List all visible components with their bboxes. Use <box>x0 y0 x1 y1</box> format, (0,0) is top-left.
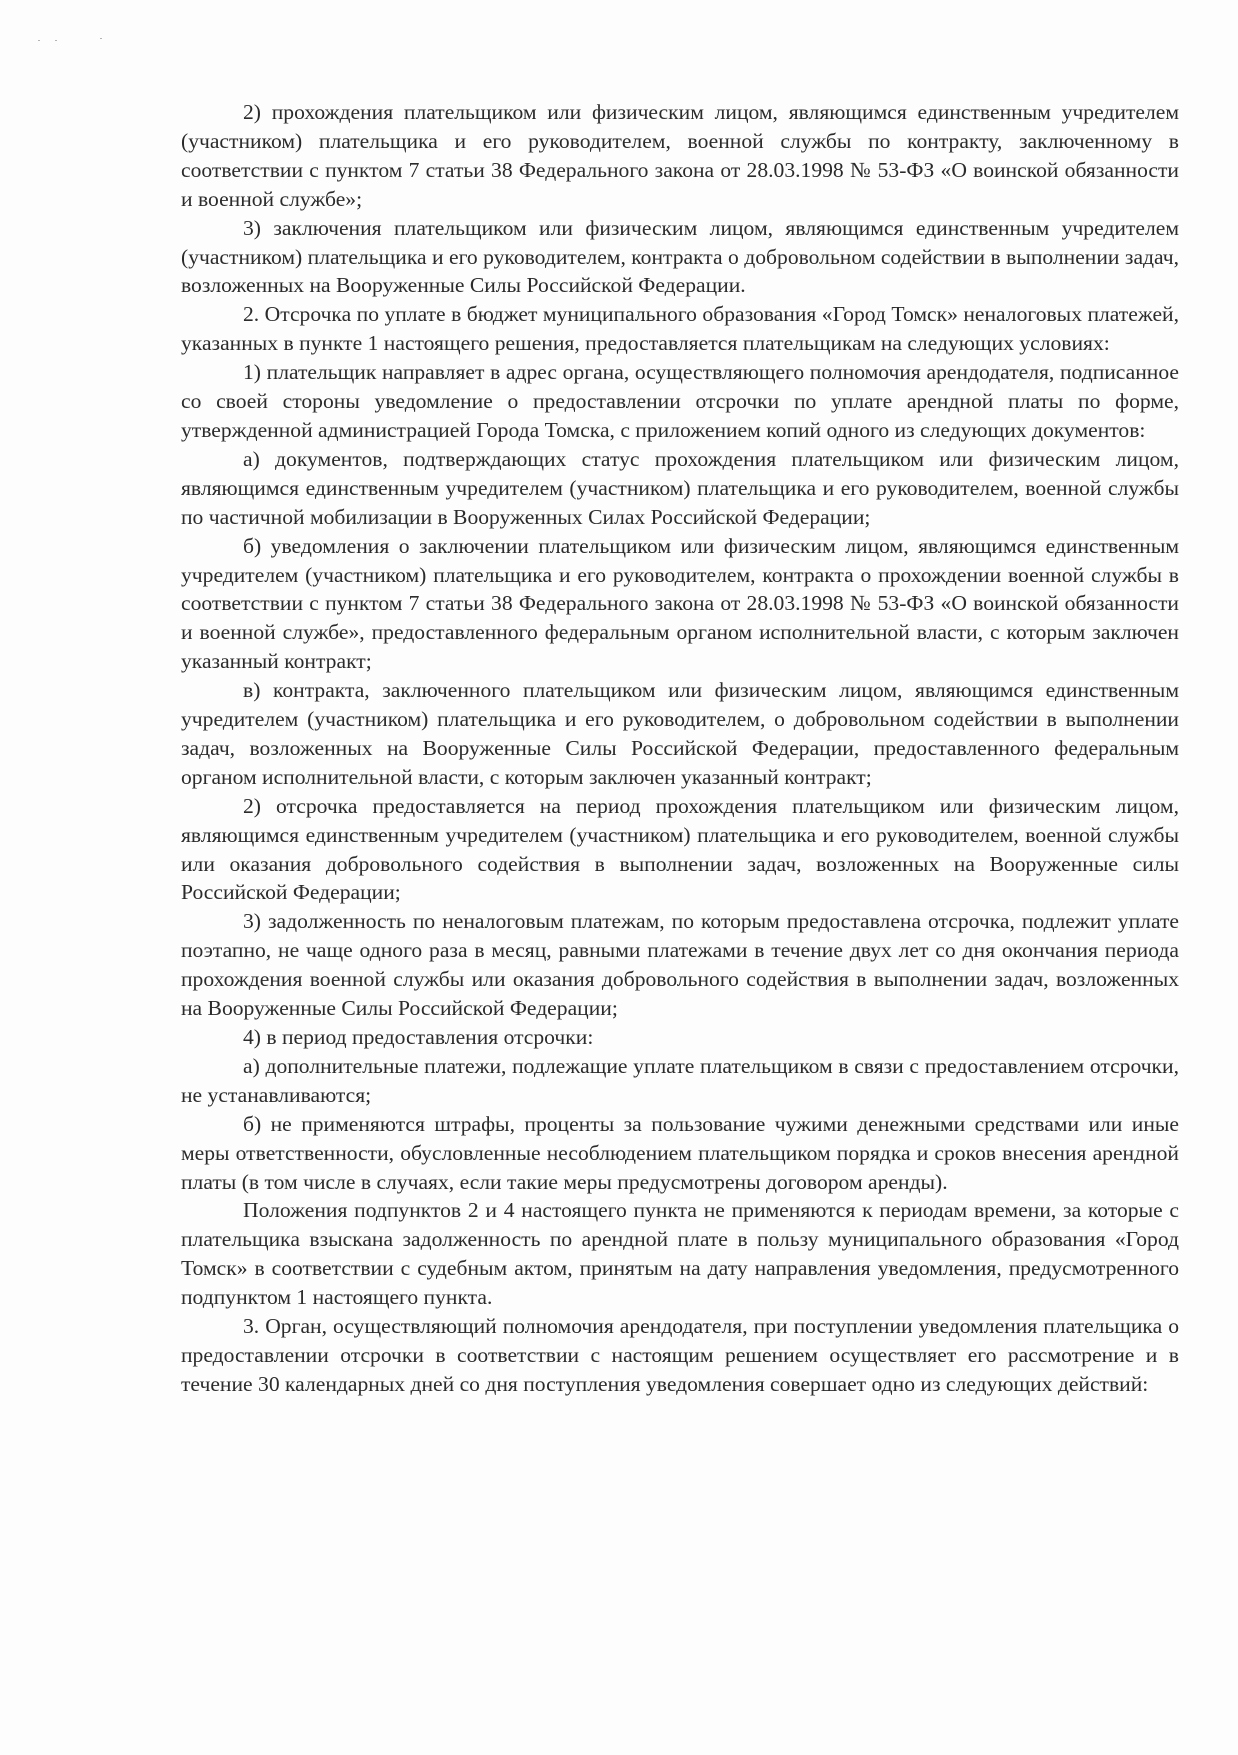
paragraph-provisions: Положения подпунктов 2 и 4 настоящего пункта не применяются к периодам времени, за которые с плательщика взыскана задолженность по арендной плате в пользу муниципального образования «Город Томск» в соответствии с судебным актом, принятым на дату направления уведомления, предусмотренного подпунктом 1 настоящего пункта. <box>181 1198 1179 1310</box>
document-body <box>181 98 1179 1399</box>
paragraph-section-3: 3. Орган, осуществляющий полномочия арендодателя, при поступлении уведомления плательщика о предоставлении отсрочки в соответствии с настоящим решением осуществляет его рассмотрение и в течение 30 календарных дней со дня поступления уведомления совершает одно из следующих действий: <box>181 1314 1179 1396</box>
paragraph-condition-1c: в) контракта, заключенного плательщиком или физическим лицом, являющимся единственным учредителем (участником) плательщика и его руководителем, о добровольном содействии в выполнении задач, возложенных на Вооруженные Силы Российской Федерации, предоставленного федеральным органом исполнительной власти, с которым заключен указанный контракт; <box>181 678 1179 789</box>
paragraph-subitem-3: 3) заключения плательщиком или физическим лицом, являющимся единственным учредителем (участником) плательщика и его руководителем, контракта о добровольном содействии в выполнении задач, возложенных на Вооруженные Силы Российской Федерации. <box>181 215 1179 298</box>
paragraph-condition-1a: а) документов, подтверждающих статус прохождения плательщиком или физическим лицом, являющимся единственным учредителем (участником) плательщика и его руководителем, военной службы по частичной мобилизации в Вооруженных Силах Российской Федерации; <box>181 446 1179 529</box>
paragraph-condition-1: 1) плательщик направляет в адрес органа, осуществляющего полномочия арендодателя, подписанное со своей стороны уведомление о предоставлении отсрочки по уплате арендной платы по форме, утвержденной администрацией Города Томска, с приложением копий одного из следующих документов: <box>181 360 1179 442</box>
scan-artifact <box>55 40 57 41</box>
paragraph-condition-3: 3) задолженность по неналоговым платежам, по которым предоставлена отсрочка, подлежит уплате поэтапно, не чаще одного раза в месяц, равными платежами в течение двух лет со дня окончания периода прохождения военной службы или оказания добровольного содействия в выполнении задач, возложенных на Вооруженные Силы Российской Федерации; <box>181 909 1179 1021</box>
paragraph-section-2: 2. Отсрочка по уплате в бюджет муниципального образования «Город Томск» неналоговых платежей, указанных в пункте 1 настоящего решения, предоставляется плательщикам на следующих условиях: <box>181 302 1179 356</box>
paragraph-condition-4b: б) не применяются штрафы, проценты за пользование чужими денежными средствами или иные меры ответственности, обусловленные несоблюдением плательщиком порядка и сроков внесения арендной платы (в том числе в случаях, если такие меры предусмотрены договором аренды). <box>181 1111 1179 1194</box>
paragraph-condition-4a: а) дополнительные платежи, подлежащие уплате плательщиком в связи с предоставлением отсрочки, не устанавливаются; <box>181 1053 1179 1107</box>
paragraph-condition-4: 4) в период предоставления отсрочки: <box>243 1025 594 1049</box>
paragraph-condition-1b: б) уведомления о заключении плательщиком или физическим лицом, являющимся единственным учредителем (участником) плательщика и его руководителем, контракта о прохождении военной службы в соответствии с пунктом 7 статьи 38 Федерального закона от 28.03.1998 № 53-ФЗ «О воинской обязанности и военной службе», предоставленного федеральным органом исполнительной власти, с которым заключен указанный контракт; <box>181 533 1179 674</box>
paragraph-condition-2: 2) отсрочка предоставляется на период прохождения плательщиком или физическим лицом, являющимся единственным учредителем (участником) плательщика и его руководителем, военной службы или оказания добровольного содействия в выполнении задач, возложенных на Вооруженные силы Российской Федерации; <box>181 793 1179 905</box>
scan-artifact <box>100 38 102 39</box>
paragraph-subitem-2: 2) прохождения плательщиком или физическим лицом, являющимся единственным учредителем (участником) плательщика и его руководителем, военной службы по контракту, заключенному в соответствии с пунктом 7 статьи 38 Федерального закона от 28.03.1998 № 53-ФЗ «О воинской обязанности и военной службе»; <box>181 100 1179 211</box>
scan-artifact <box>38 40 40 41</box>
